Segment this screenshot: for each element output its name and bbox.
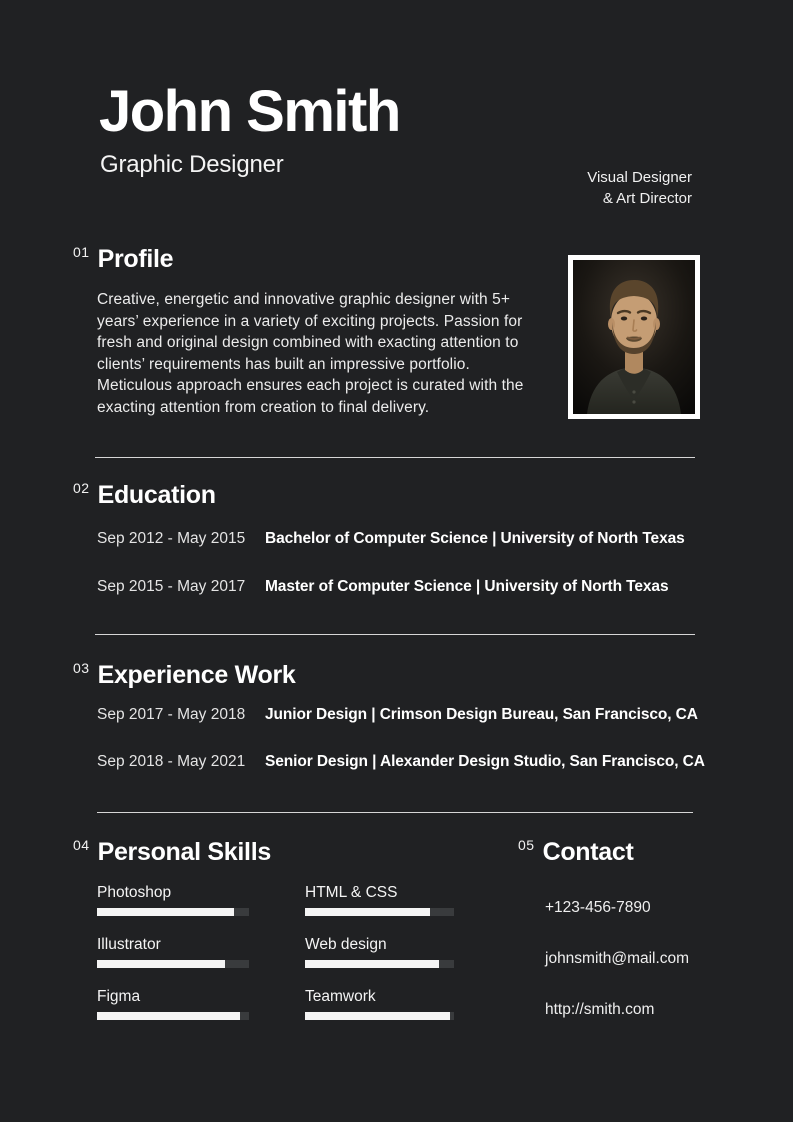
experience-dates: Sep 2018 - May 2021 [97,753,246,770]
skill-bar-track [305,908,454,916]
section-title: Profile [97,245,174,273]
section-title: Contact [542,838,634,866]
skill-label: HTML & CSS [305,884,398,901]
skill-bar-track [97,1012,249,1020]
skill-bar-fill [305,1012,450,1020]
skill-item [97,884,249,916]
experience-detail: Junior Design | Crimson Design Bureau, San Francisco, CA [265,706,698,723]
education-section-heading [73,481,216,510]
section-number: 05 [518,837,535,853]
section-divider [97,812,693,813]
skill-item [97,988,249,1020]
skill-bar-track [305,960,454,968]
skill-item [305,936,454,968]
contact-email: johnsmith@mail.com [545,950,690,967]
tagline [587,167,692,209]
education-dates: Sep 2012 - May 2015 [97,530,246,547]
experience-detail: Senior Design | Alexander Design Studio, San Francisco, CA [265,753,705,770]
section-number: 04 [73,837,90,853]
skill-bar-track [305,1012,454,1020]
skill-label: Teamwork [305,988,376,1005]
skills-column-left [97,884,249,1040]
section-number: 02 [73,480,90,496]
skill-bar-track [97,908,249,916]
contact-list [545,899,689,1052]
contact-phone: +123-456-7890 [545,899,651,916]
section-divider [95,634,695,635]
contact-website: http://smith.com [545,1001,655,1018]
profile-summary-text: Creative, energetic and innovative graphic designer with 5+ years’ experience in a variety of exciting projects. Passion for fresh and original design combined with exacting attention to clients’ requirements has built an impressive portfolio. Meticulous approach ensures each project is curated with the exacting attention from creation to final delivery. [97,291,524,416]
skill-bar-fill [305,908,430,916]
skill-label: Web design [305,936,387,953]
skills-column-right [305,884,454,1040]
education-row [97,530,685,548]
experience-row [97,706,698,724]
experience-section-heading [73,661,295,690]
portrait-illustration [573,260,695,414]
skill-label: Illustrator [97,936,161,953]
section-number: 01 [73,244,90,260]
skills-section-heading [73,838,271,867]
skill-label: Figma [97,988,141,1005]
education-dates: Sep 2015 - May 2017 [97,578,246,595]
section-title: Education [97,481,216,509]
skill-bar-track [97,960,249,968]
section-divider [95,457,695,458]
experience-row [97,753,705,771]
contact-section-heading [518,838,634,867]
skill-item [97,936,249,968]
profile-section-heading [73,245,173,274]
skill-bar-fill [97,908,234,916]
section-title: Experience Work [97,661,296,689]
experience-dates: Sep 2017 - May 2018 [97,706,246,723]
section-title: Personal Skills [97,838,271,866]
tagline-line2: & Art Director [602,190,692,207]
skill-item [305,988,454,1020]
tagline-line1: Visual Designer [587,169,692,186]
skill-bar-fill [97,1012,240,1020]
person-name: John Smith [99,79,400,144]
education-detail: Master of Computer Science | University of North Texas [265,578,669,595]
skill-bar-fill [97,960,225,968]
skill-label: Photoshop [97,884,172,901]
section-number: 03 [73,660,90,676]
education-row [97,578,668,596]
skill-bar-fill [305,960,439,968]
person-job-title: Graphic Designer [100,151,284,178]
skill-item [305,884,454,916]
education-detail: Bachelor of Computer Science | University of North Texas [265,530,685,547]
profile-photo [568,255,700,419]
